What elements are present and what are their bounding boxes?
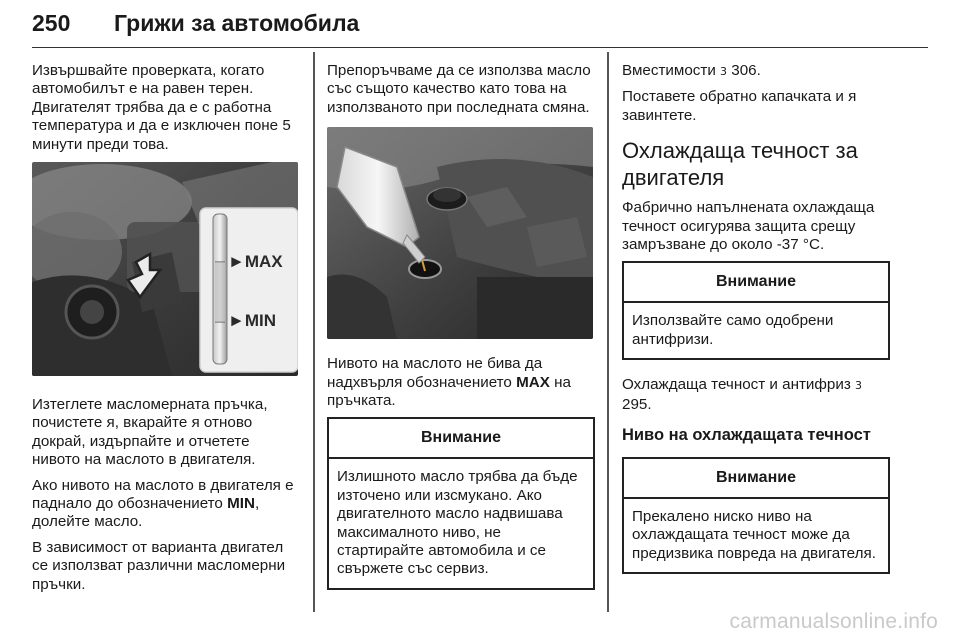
warning-text: Прекалено ниско ниво на охлаждащата течност може да предизвика повреда на двигателя.: [632, 508, 876, 562]
paragraph: Препоръчваме да се използва масло със същото качество като това на използваното при последната смяна.: [327, 62, 591, 116]
paragraph: В зависимост от варианта двигател се използват различни масломерни пръчки.: [32, 538, 286, 593]
max-mark: MAX: [516, 373, 550, 391]
column-divider: [607, 52, 609, 612]
paragraph: [622, 376, 890, 414]
text-run: Нивото на маслото не бива да надхвърля обозначението: [327, 355, 543, 391]
warning-text: Използвайте само одобрени антифризи.: [632, 312, 834, 348]
paragraph: Извършвайте проверката, когато автомобилът е на равен терен. Двигателят трябва да е с работна температура и да е изключен поне 5 минути преди това.: [32, 62, 291, 153]
warning-box: [622, 457, 890, 574]
text-run: Ако нивото на маслото в двигателя е паднало до обозначението: [32, 476, 294, 513]
warning-heading: Внимание: [624, 263, 888, 303]
paragraph: [327, 355, 595, 410]
column-1: [32, 62, 300, 601]
page-reference: 306.: [727, 62, 761, 79]
column-3: [622, 62, 890, 590]
subsection-heading: Ниво на охлаждащата течност: [622, 426, 871, 445]
dipstick-max-label: ►MAX: [228, 252, 283, 272]
warning-box: [622, 261, 890, 360]
engine-illustration: [327, 127, 593, 339]
page-title: Грижи за автомобила: [114, 10, 360, 36]
text-run: Охлаждаща течност и антифриз: [622, 376, 856, 394]
column-2: [327, 62, 595, 606]
min-mark: MIN: [227, 495, 255, 513]
engine-dipstick-photo: [32, 162, 298, 376]
text-run: Вместимости: [622, 62, 721, 79]
page-number: 250: [32, 10, 71, 36]
paragraph: [32, 477, 300, 532]
oil-filling-photo: [327, 127, 593, 339]
reference-arrow-icon: 3: [855, 379, 863, 393]
warning-heading: Внимание: [329, 419, 593, 459]
watermark: carmanualsonline.info: [729, 610, 938, 633]
page-reference: 295.: [622, 395, 652, 413]
paragraph: Поставете обратно капачката и я завинтете.: [622, 88, 857, 124]
reference-arrow-icon: 3: [720, 65, 728, 78]
dipstick-min-label: ►MIN: [228, 311, 276, 331]
text-run: на пръчката.: [327, 373, 571, 410]
column-divider: [313, 52, 315, 612]
paragraph: Фабрично напълнената охлаждаща течност осигурява защита срещу замръзване до около -37 °C.: [622, 199, 875, 254]
section-heading: Охлаждаща течност за двигателя: [622, 138, 858, 191]
warning-heading: Внимание: [624, 459, 888, 499]
warning-box: [327, 417, 595, 589]
text-run: , долейте масло.: [32, 495, 260, 531]
paragraph: [622, 62, 890, 81]
page-header: [32, 8, 928, 48]
paragraph: Изтеглете масломерната пръчка, почистете я, вкарайте я отново докрай, издърпайте и отчетете нивото на маслото в двигателя.: [32, 396, 268, 469]
warning-text: Излишното масло трябва да бъде източено или изсмукано. Ако двигателното масло надвишава максималното ниво, не стартирайте автомобила и се свържете със сервиз.: [337, 468, 578, 578]
